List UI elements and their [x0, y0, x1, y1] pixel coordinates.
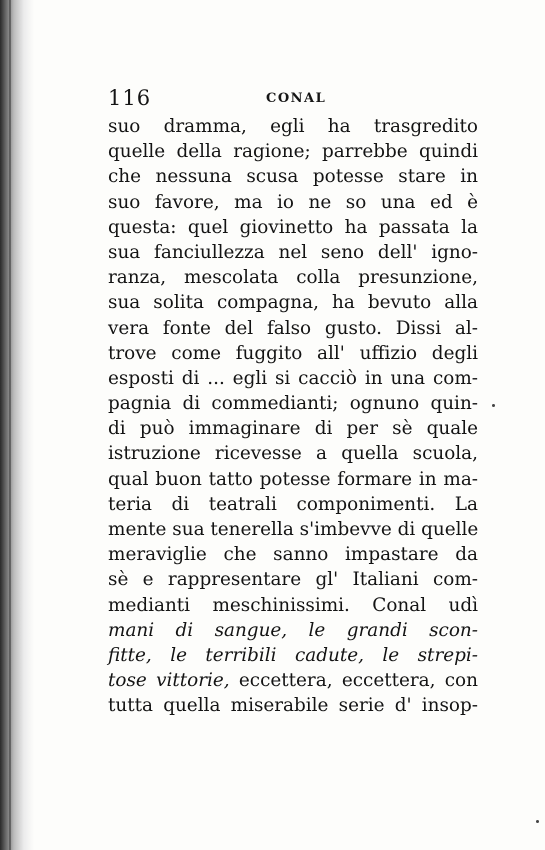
- text-run: ranza, mescolata colla presunzione,: [108, 267, 478, 289]
- binding-shadow: [0, 0, 34, 850]
- paper-speck: [536, 820, 539, 823]
- text-line: [108, 416, 478, 441]
- text-line: [108, 290, 478, 315]
- text-line: [108, 215, 478, 240]
- text-line: [108, 643, 478, 668]
- text-line: [108, 618, 478, 643]
- text-line: [108, 567, 478, 592]
- text-run: teria di teatrali componimenti. La: [108, 493, 478, 515]
- text-run: quelle della ragione; parrebbe quindi: [108, 141, 478, 163]
- text-run: pagnia di commedianti; ognuno quin-: [108, 393, 478, 415]
- binding-edge: [9, 0, 11, 850]
- italic-text: tose vittorie,: [108, 670, 230, 692]
- text-run: medianti meschinissimi. Conal udì: [108, 594, 478, 616]
- text-line: [108, 139, 478, 164]
- text-run: che nessuna scusa potesse stare in: [108, 166, 478, 188]
- text-line: [108, 366, 478, 391]
- text-line: [108, 190, 478, 215]
- text-run: meraviglie che sanno impastare da: [108, 544, 478, 566]
- text-run: istruzione ricevesse a quella scuola,: [108, 443, 478, 465]
- text-run: eccettera, eccettera, con: [229, 670, 478, 692]
- text-run: vera fonte del falso gusto. Dissi al-: [108, 317, 478, 339]
- page-header: [108, 86, 478, 110]
- text-line: [108, 114, 478, 139]
- text-line: [108, 164, 478, 189]
- italic-text: fitte, le terribili cadute, le strepi-: [108, 644, 478, 666]
- text-line: [108, 668, 478, 693]
- text-line: [108, 316, 478, 341]
- text-run: sua solita compagna, ha bevuto alla: [108, 292, 478, 314]
- text-line: [108, 693, 478, 718]
- text-line: [108, 593, 478, 618]
- text-run: di può immaginare di per sè quale: [108, 418, 478, 440]
- text-line: [108, 341, 478, 366]
- text-run: sè e rappresentare gl' Italiani com-: [108, 569, 478, 591]
- text-run: suo dramma, egli ha trasgredito: [108, 116, 478, 137]
- page-number: 116: [108, 86, 152, 110]
- running-head: CONAL: [266, 91, 327, 106]
- text-run: sua fanciullezza nel seno dell' igno-: [108, 241, 478, 263]
- text-line: [108, 265, 478, 290]
- text-line: [108, 441, 478, 466]
- text-run: mente sua tenerella s'imbevve di quelle: [108, 519, 479, 540]
- paper-speck: [492, 404, 495, 407]
- text-run: qual buon tatto potesse formare in ma-: [108, 468, 478, 490]
- text-run: trove come fuggito all' uffizio degli: [108, 342, 478, 364]
- italic-text: mani di sangue, le grandi scon-: [108, 619, 478, 641]
- text-run: suo favore, ma io ne so una ed è: [108, 191, 478, 213]
- text-run: questa: quel giovinetto ha passata la: [108, 216, 478, 238]
- text-line: [108, 542, 478, 567]
- text-line: [108, 391, 478, 416]
- text-line: [108, 492, 478, 517]
- text-line: [108, 517, 478, 542]
- text-line: [108, 467, 478, 492]
- text-run: tutta quella miserabile serie d' insop-: [108, 695, 478, 717]
- body-text: [108, 114, 478, 719]
- text-line: [108, 240, 478, 265]
- text-run: esposti di ... egli si cacciò in una com-: [108, 367, 478, 389]
